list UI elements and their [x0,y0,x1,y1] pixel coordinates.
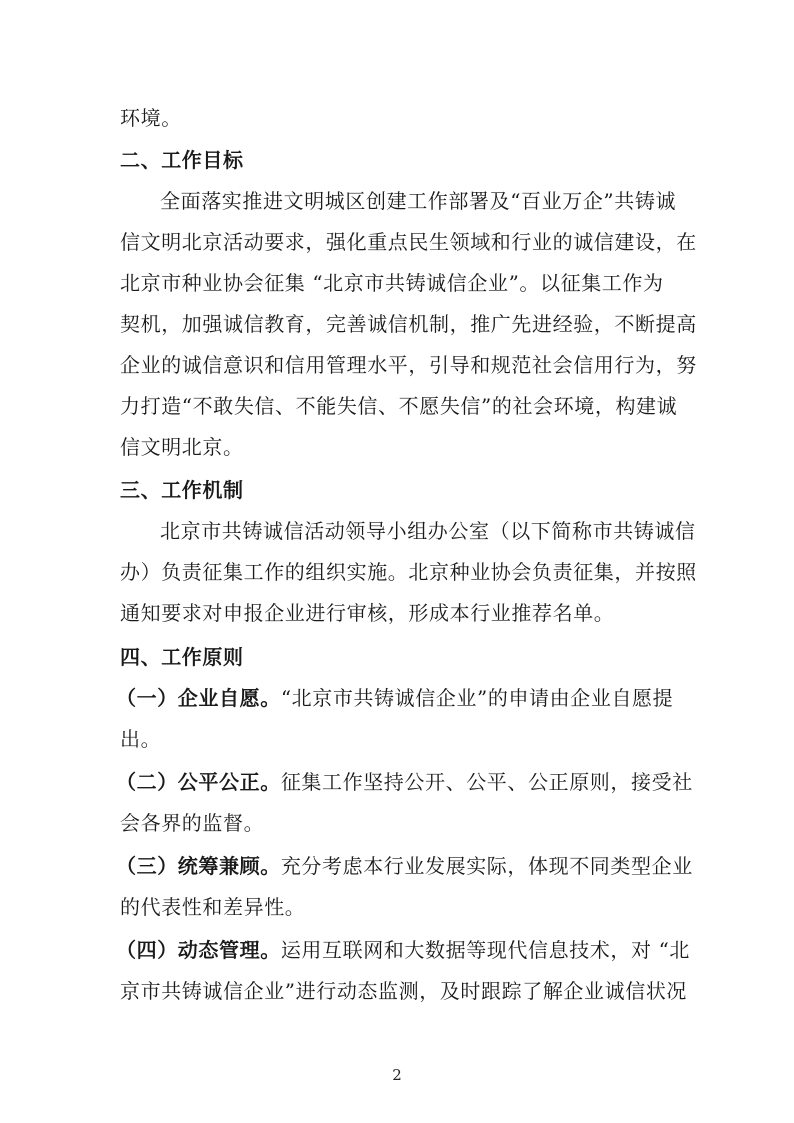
body-text-line: 环境。 [120,106,182,130]
principle-title: （三）统筹兼顾。 [116,854,281,878]
principle-item-1 [116,686,672,710]
body-text-line: 力打造“不敢失信、不能失信、不愿失信”的社会环境，构建诚 [120,394,678,418]
section-heading-mechanism: 三、工作机制 [120,478,244,502]
principle-item-4 [116,938,690,962]
principle-text: 充分考虑本行业发展实际，体现不同类型企业 [280,854,693,878]
body-text-line: 信文明北京。 [120,435,244,459]
body-text-line: 会各界的监督。 [120,811,265,835]
principle-text: 运用互联网和大数据等现代信息技术，对 “北 [280,938,690,962]
page-number: 2 [392,1066,402,1084]
body-text-line: 的代表性和差异性。 [120,895,306,919]
section-heading-principles: 四、工作原则 [120,645,244,669]
principle-title: （一）企业自愿。 [116,686,281,710]
body-text-line: 出。 [120,727,162,751]
principle-title: （二）公平公正。 [116,770,281,794]
principle-text: “北京市共铸诚信企业”的申请由企业自愿提 [280,686,674,710]
body-text-line: 北京市共铸诚信活动领导小组办公室（以下简称市共铸诚信 [160,519,696,543]
principle-item-3 [116,854,693,878]
body-text-line: 京市共铸诚信企业”进行动态监测，及时跟踪了解企业诚信状况 [120,979,688,1003]
principle-title: （四）动态管理。 [116,938,281,962]
section-heading-goals: 二、工作目标 [120,148,244,172]
body-text-line: 信文明北京活动要求，强化重点民生领域和行业的诚信建设，在 [120,230,697,254]
body-text-line: 企业的诚信意识和信用管理水平，引导和规范社会信用行为，努 [120,353,697,377]
principle-item-2 [116,770,693,794]
body-text-line: 办）负责征集工作的组织实施。北京种业协会负责征集，并按照 [120,560,697,584]
body-text-line: 北京市种业协会征集 “北京市共铸诚信企业”。以征集工作为 [120,271,664,295]
body-text-line: 全面落实推进文明城区创建工作部署及“百业万企”共铸诚 [160,189,677,213]
principle-text: 征集工作坚持公开、公平、公正原则，接受社 [280,770,693,794]
body-text-line: 通知要求对申报企业进行审核，形成本行业推荐名单。 [120,601,615,625]
body-text-line: 契机，加强诚信教育，完善诚信机制，推广先进经验，不断提高 [120,312,697,336]
